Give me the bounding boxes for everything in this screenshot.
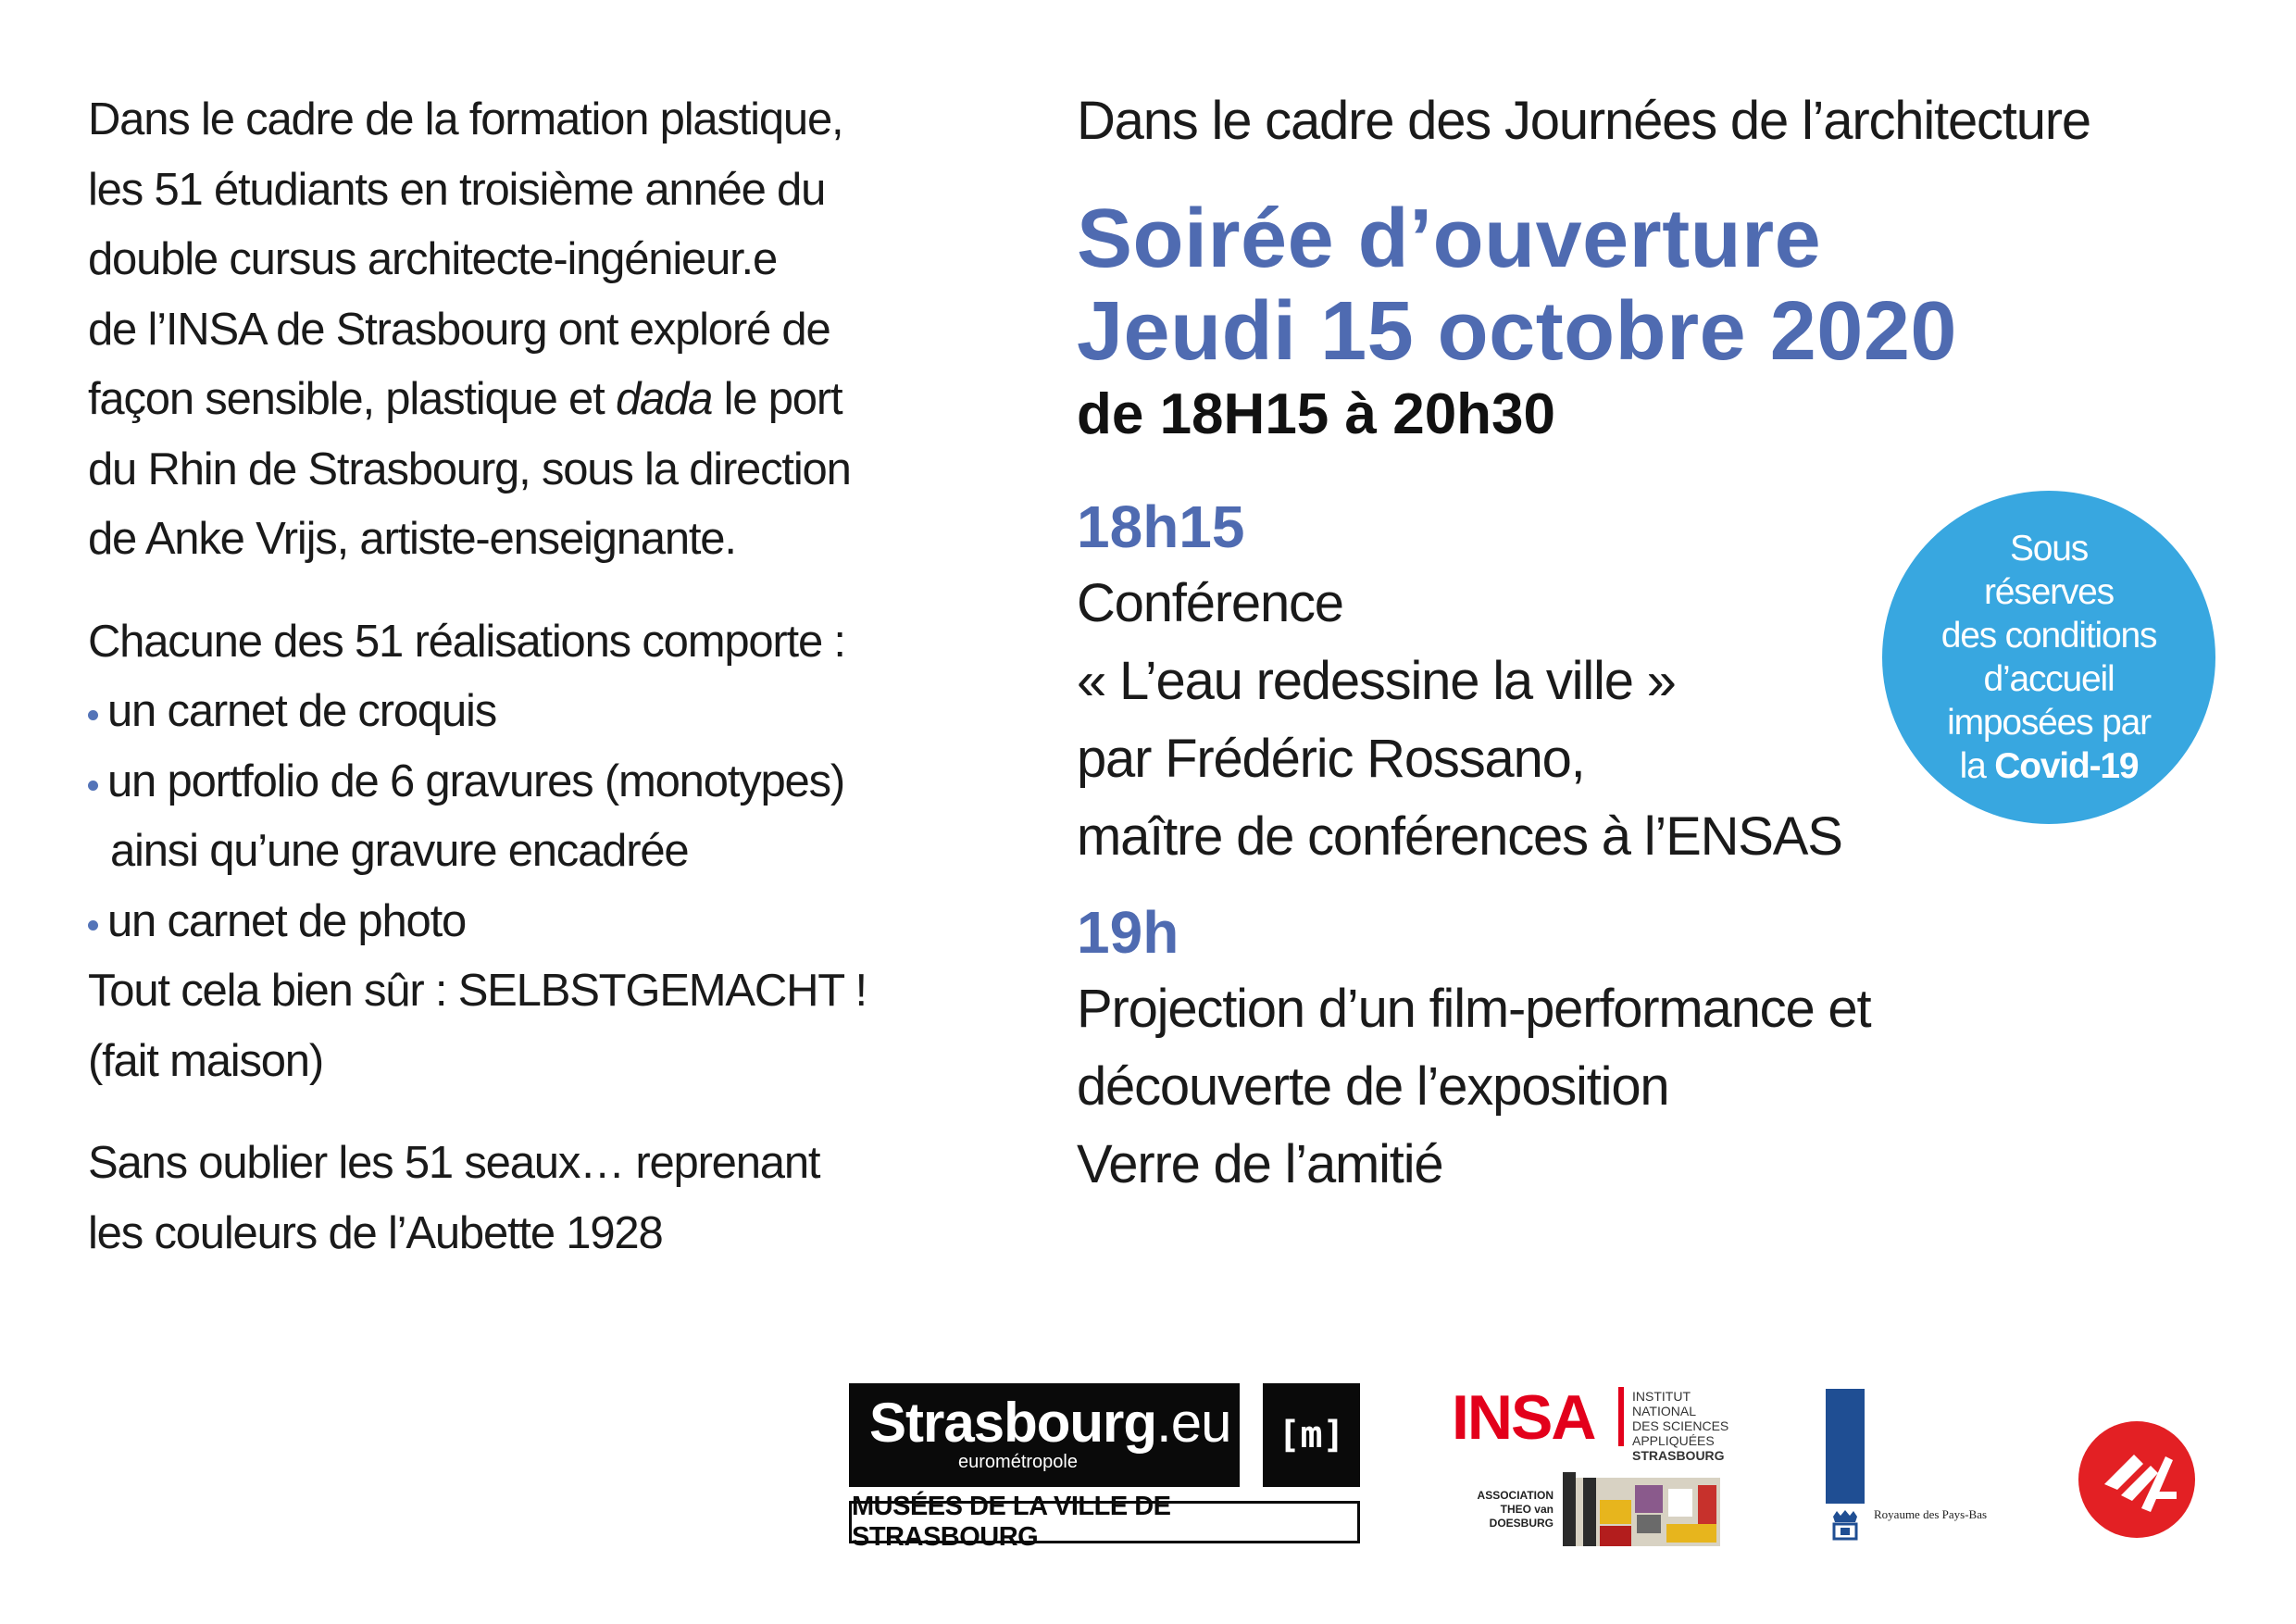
strasbourg-logo-word: Strasbourg <box>869 1392 1157 1454</box>
spacer <box>88 575 977 607</box>
badge-line: réserves <box>1984 572 2114 612</box>
event-context: Dans le cadre des Journées de l’architecture <box>1077 91 2090 151</box>
slot-line: par Frédéric Rossano, <box>1077 729 1585 789</box>
intro-line <box>88 365 977 435</box>
spacer <box>1077 876 2271 894</box>
association-line: THEO van DOESBURG <box>1489 1503 1554 1530</box>
bullet-icon <box>88 710 98 720</box>
list-item <box>88 887 977 957</box>
insa-logo-word: INSA <box>1452 1382 1595 1453</box>
strasbourg-logo-text <box>869 1391 1230 1455</box>
slot-line: « L’eau redessine la ville » <box>1077 651 1676 711</box>
strasbourg-eu-logo <box>849 1383 1240 1487</box>
slot-line: Conférence <box>1077 573 1343 633</box>
covid-notice-badge <box>1882 491 2215 824</box>
intro-line: Dans le cadre de la formation plastique, <box>88 94 843 144</box>
bullet-icon <box>88 781 98 791</box>
doesburg-composition-icon <box>1563 1472 1720 1546</box>
footer-line: Sans oublier les 51 seaux… reprenant <box>88 1138 820 1188</box>
musees-m-logo: [m] <box>1263 1383 1360 1487</box>
spacer <box>1077 452 2271 489</box>
badge-line: imposées par <box>1947 703 2151 743</box>
event-date: Jeudi 15 octobre 2020 <box>1077 285 1957 378</box>
netherlands-embassy-logo <box>1826 1389 1992 1546</box>
event-title: Soirée d’ouverture <box>1077 193 1822 285</box>
intro-text: façon sensible, plastique et <box>88 374 616 424</box>
event-time-range: de 18H15 à 20h30 <box>1077 382 1556 446</box>
list-item-text: un carnet de croquis <box>107 686 496 736</box>
list-item <box>88 677 977 747</box>
bullet-icon <box>88 920 98 931</box>
closing-line: Tout cela bien sûr : SELBSTGEMACHT ! <box>88 966 867 1016</box>
badge-emphasis: Covid-19 <box>1994 746 2139 786</box>
eurometropole-label: eurométropole <box>958 1452 1078 1472</box>
slot-line: Projection d’un film-performance et <box>1077 979 1871 1039</box>
intro-text: le port <box>712 374 842 424</box>
list-item <box>88 747 977 818</box>
intro-line: du Rhin de Strasbourg, sous la direction <box>88 443 851 494</box>
badge-line: d’accueil <box>1983 659 2115 699</box>
badge-line: Sous <box>2009 529 2089 568</box>
insa-full-line: INSTITUT NATIONAL <box>1632 1389 1696 1418</box>
spacer <box>1077 157 2271 193</box>
insa-full-line: APPLIQUÉES <box>1632 1433 1715 1448</box>
theo-van-doesburg-logo <box>1452 1472 1720 1546</box>
association-label <box>1452 1489 1554 1530</box>
slot-time: 19h <box>1077 899 1179 966</box>
list-heading: Chacune des 51 réalisations comporte : <box>88 616 845 667</box>
slot-time: 18h15 <box>1077 493 1245 560</box>
insa-full-line: STRASBOURG <box>1632 1448 1725 1463</box>
ensas-logo <box>2077 1419 2197 1540</box>
left-column <box>88 85 977 1268</box>
insa-full-line: DES SCIENCES <box>1632 1418 1729 1433</box>
footer-line: les couleurs de l’Aubette 1928 <box>88 1207 663 1258</box>
netherlands-blue-bar <box>1826 1389 1865 1504</box>
ensas-emblem-icon <box>2077 1419 2197 1540</box>
badge-text: la <box>1959 746 1995 786</box>
strasbourg-logo-domain: .eu <box>1156 1392 1231 1454</box>
insa-logo-bar <box>1618 1387 1624 1446</box>
list-item-text: un carnet de photo <box>107 895 467 946</box>
list-item-continuation: ainsi qu’une gravure encadrée <box>110 826 689 876</box>
intro-line: de l’INSA de Strasbourg ont exploré de <box>88 304 830 355</box>
royal-crest-icon <box>1829 1509 1861 1544</box>
intro-line: double cursus architecte-ingénieur.e <box>88 234 778 284</box>
insa-full-name <box>1632 1389 1729 1463</box>
badge-line: des conditions <box>1940 616 2157 656</box>
association-line: ASSOCIATION <box>1477 1489 1554 1502</box>
intro-line: de Anke Vrijs, artiste-enseignante. <box>88 514 736 564</box>
intro-emphasis: dada <box>615 374 713 424</box>
badge-line <box>1882 744 2215 788</box>
slot-line: Verre de l’amitié <box>1077 1134 1443 1194</box>
slot-line: découverte de l’exposition <box>1077 1056 1669 1117</box>
intro-line: les 51 étudiants en troisième année du <box>88 164 826 215</box>
list-item-text: un portfolio de 6 gravures (monotypes) <box>107 756 845 806</box>
slot-line: maître de conférences à l’ENSAS <box>1077 806 1842 867</box>
closing-line: (fait maison) <box>88 1035 323 1086</box>
spacer <box>88 1096 977 1129</box>
insa-logo <box>1452 1382 1729 1463</box>
musees-strasbourg-logo: MUSÉES DE LA VILLE DE STRASBOURG <box>849 1501 1360 1543</box>
netherlands-label: Royaume des Pays-Bas <box>1874 1507 1988 1521</box>
